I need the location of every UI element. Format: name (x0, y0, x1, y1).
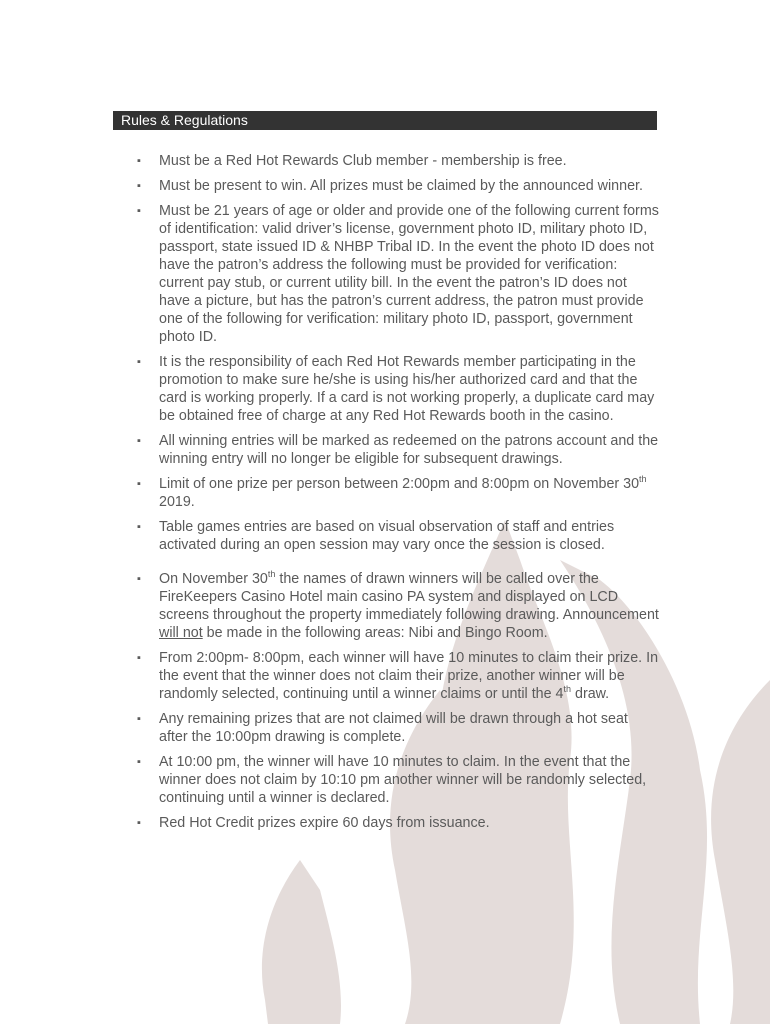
rule-text: 2019. (159, 494, 195, 510)
rule-text: Must be present to win. All prizes must be claimed by the announced winner. (159, 178, 643, 194)
rule-text: Table games entries are based on visual observation of staff and entries activated during an open session may vary once the session is closed. (159, 519, 615, 553)
bullet-icon: ▪ (137, 155, 141, 167)
section-header (113, 111, 657, 130)
rule-item (0, 649, 660, 703)
section-title: Rules & Regulations (121, 112, 248, 128)
rule-item (0, 353, 660, 425)
bullet-icon: ▪ (137, 713, 141, 725)
rule-text: be made in the following areas: Nibi and Bingo Room. (202, 625, 548, 641)
bullet-icon: ▪ (137, 756, 141, 768)
rule-text: It is the responsibility of each Red Hot Rewards member participating in the promotion to make sure he/she is using his/her authorized card and that the card is working properly. If a card is not working properly, a duplicate card may be obtained free of charge at any Red Hot Rewards booth in the casino. (159, 354, 655, 424)
bullet-icon: ▪ (137, 521, 141, 533)
rule-item (0, 475, 660, 511)
bullet-icon: ▪ (137, 435, 141, 447)
ordinal-suffix: th (639, 474, 647, 485)
rule-text: On November 30 (159, 571, 268, 587)
emphasis-text: will not (159, 625, 203, 641)
rule-text: Red Hot Credit prizes expire 60 days from issuance. (159, 815, 490, 831)
ordinal-suffix: th (267, 569, 276, 580)
ordinal-suffix: th (563, 684, 572, 695)
rules-list (0, 152, 770, 832)
bullet-icon: ▪ (137, 652, 141, 664)
bullet-icon: ▪ (137, 478, 141, 490)
rule-item (0, 814, 660, 832)
rule-item (0, 753, 660, 807)
rule-text: From 2:00pm- 8:00pm, each winner will have 10 minutes to claim their prize. In the event that the winner does not claim their prize, another winner will be randomly selected, continuing until a winner claims or until the 4 (159, 650, 659, 702)
rule-item (0, 202, 660, 346)
rule-item (0, 518, 660, 554)
rule-text: draw. (571, 686, 610, 702)
rule-text: Must be a Red Hot Rewards Club member - membership is free. (159, 153, 567, 169)
bullet-icon: ▪ (137, 356, 141, 368)
rule-text: Must be 21 years of age or older and provide one of the following current forms of identification: valid driver’s license, government photo ID, military photo ID, passport, state issued ID & NHBP Tribal ID. In the event the photo ID does not have the patron’s address the following must be provided for verification: current pay stub, or current utility bill. In the event the patron’s ID does not have a picture, but has the patron’s current address, the patron must provide one of the following for verification: military photo ID, passport, government photo ID. (159, 203, 659, 345)
rule-item (0, 432, 660, 468)
bullet-icon: ▪ (137, 205, 141, 217)
bullet-icon: ▪ (137, 573, 141, 585)
rule-item (0, 570, 660, 642)
rule-text: At 10:00 pm, the winner will have 10 minutes to claim. In the event that the winner does not claim by 10:10 pm another winner will be randomly selected, continuing until a winner is declared. (159, 754, 647, 806)
rule-text: All winning entries will be marked as redeemed on the patrons account and the winning entry will no longer be eligible for subsequent drawings. (159, 433, 659, 467)
rule-item (0, 710, 660, 746)
rule-text: Any remaining prizes that are not claimed will be drawn through a hot seat after the 10:00pm drawing is complete. (159, 711, 628, 745)
bullet-icon: ▪ (137, 817, 141, 829)
bullet-icon: ▪ (137, 180, 141, 192)
rule-text: the names of drawn winners will be called over the FireKeepers Casino Hotel main casino PA system and displayed on LCD screens throughout the property immediately following drawing. Announcement (159, 571, 659, 623)
rule-item (0, 177, 660, 195)
rule-text: Limit of one prize per person between 2:00pm and 8:00pm on November 30 (159, 476, 640, 492)
rule-item (0, 152, 660, 170)
